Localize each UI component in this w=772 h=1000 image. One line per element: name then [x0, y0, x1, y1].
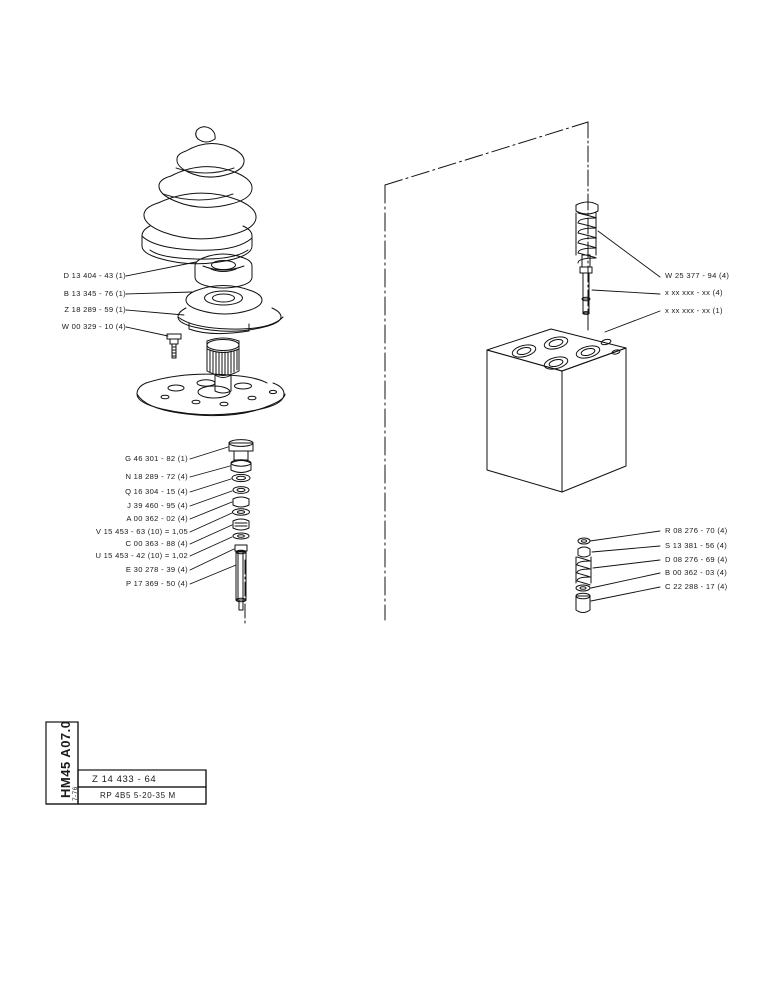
part-label-q16304: Q 16 304 - 15 (4) — [125, 487, 188, 496]
bearing-seal-assembly — [178, 286, 283, 334]
valve-block-body — [487, 329, 626, 492]
part-label-n18289: N 18 289 - 72 (4) — [125, 472, 188, 481]
bellows-boot — [142, 127, 256, 264]
part-label-z18289: Z 18 289 - 59 (1) — [64, 305, 126, 314]
valve-internals-column — [229, 440, 253, 610]
mounting-flange-plate — [137, 374, 285, 416]
title-block-drawing-code: HM45 A07.0 — [58, 720, 73, 798]
part-label-p17369: P 17 369 - 50 (4) — [126, 579, 188, 588]
title-block-date: 7-76 — [72, 786, 79, 801]
part-label-b00362: B 00 362 - 03 (4) — [665, 568, 728, 577]
part-label-a00362: A 00 362 - 02 (4) — [126, 514, 188, 523]
part-label-u15453: U 15 453 - 42 (10) = 1,02 — [95, 551, 188, 560]
part-label-s13381: S 13 381 - 56 (4) — [665, 541, 728, 550]
title-block-part-number: Z 14 433 - 64 — [92, 774, 157, 785]
seal-spring-lower — [576, 538, 591, 613]
spring-stem-upper — [576, 202, 598, 314]
part-label-j39460: J 39 460 - 95 (4) — [127, 501, 188, 510]
part-label-w00329: W 00 329 - 10 (4) — [61, 322, 126, 331]
bolt-screw-small — [167, 334, 181, 358]
part-label-b13345: B 13 345 - 76 (1) — [63, 289, 126, 298]
splined-shaft-hub — [207, 338, 239, 393]
part-label-g46301: G 46 301 - 82 (1) — [125, 454, 188, 463]
part-label-d08276: D 08 276 - 69 (4) — [665, 555, 728, 564]
title-block-subtitle: RP 4B5 5-20-35 M — [100, 791, 176, 800]
part-label-d13404: D 13 404 - 43 (1) — [63, 271, 126, 280]
part-label-r08276: R 08 276 - 70 (4) — [665, 526, 728, 535]
part-label-c00363: C 00 363 - 88 (4) — [125, 539, 188, 548]
part-label-c22288: C 22 288 - 17 (4) — [665, 582, 728, 591]
part-label-e30278: E 30 278 - 39 (4) — [125, 565, 188, 574]
part-label-unknown-1: x xx xxx - xx (1) — [665, 306, 723, 315]
part-label-w25377: W 25 377 - 94 (4) — [665, 271, 730, 280]
part-label-v15453: V 15 453 - 63 (10) = 1,05 — [95, 527, 188, 536]
part-label-unknown-4: x xx xxx - xx (4) — [665, 288, 723, 297]
